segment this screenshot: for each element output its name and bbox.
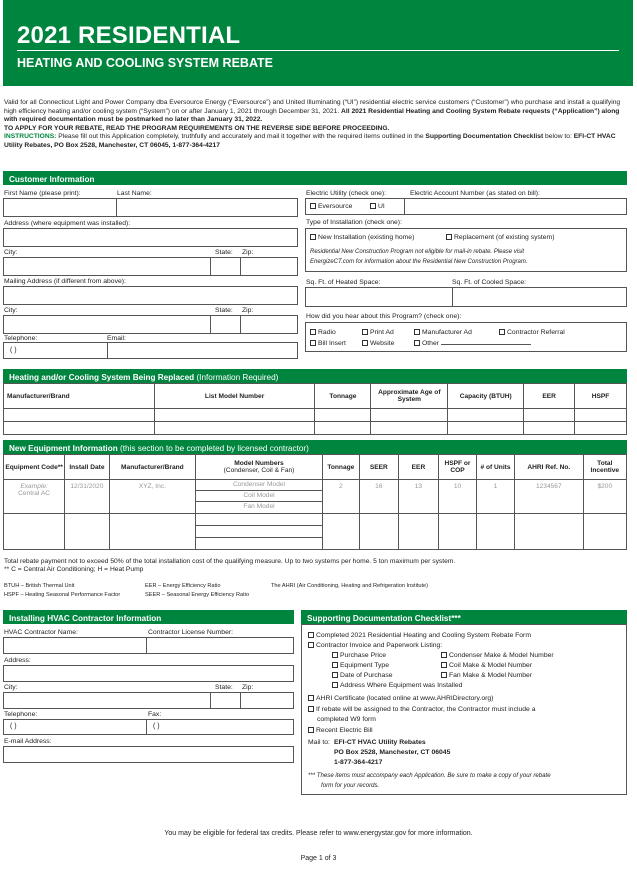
contractor-email-field[interactable]	[3, 746, 294, 763]
checkbox-icon	[362, 340, 368, 346]
new-equipment-section-header	[3, 440, 627, 454]
example-ahri: 1234567	[515, 480, 584, 514]
col-ahri: AHRI Ref. No.	[515, 455, 584, 480]
checkbox-icon	[308, 727, 314, 733]
hear-contractor-label: Contractor Referral	[507, 329, 565, 336]
license-field[interactable]	[146, 637, 294, 654]
mail-line-3: 1-877-364-4217	[334, 759, 383, 766]
col-new-tonnage: Tonnage	[322, 455, 359, 480]
utility-label: Electric Utility (check one):	[306, 190, 387, 197]
new-equipment-table	[3, 454, 627, 550]
intro-deadline: All 2021 Residential Heating and Cooling System Rebate requests (“Application”) along with required documentation must be postmarked no later than January 31, 2022.	[4, 107, 620, 124]
contractor-city-label: City:	[4, 684, 18, 691]
checklist-box	[301, 624, 627, 795]
replaced-section-header	[3, 369, 627, 383]
zip-label: Zip:	[242, 249, 254, 256]
col-new-eer: EER	[398, 455, 438, 480]
model-numbers-title: Model Numbers	[234, 460, 284, 467]
checkbox-icon	[310, 329, 316, 335]
other-underline[interactable]	[441, 344, 531, 345]
first-name-field[interactable]	[3, 198, 117, 217]
ahri-label: AHRI Certificate (located online at www.AHRIDirectory.org)	[316, 695, 494, 702]
bill-label: Recent Electric Bill	[316, 727, 373, 734]
checkbox-icon	[441, 662, 447, 668]
col-install-date: Install Date	[65, 455, 109, 480]
checkbox-icon	[414, 340, 420, 346]
new-equipment-note: (this section to be completed by licensed contractor)	[120, 444, 309, 453]
checkbox-icon	[414, 329, 420, 335]
intro-instructions: Please fill out this Application completely, truthfully and accurately and mail it together with the required items outlined in the	[58, 133, 424, 141]
sqft-cooled-label: Sq. Ft. of Cooled Space:	[452, 279, 527, 286]
account-field[interactable]	[404, 198, 627, 215]
checklist-note-1: *** These items must accompany each Application. Be sure to make a copy of your rebate	[308, 772, 551, 779]
contractor-fax-label: Fax:	[148, 711, 162, 718]
abbr-seer: SEER – Seasonal Energy Efficiency Ratio	[145, 592, 250, 598]
install-new-option[interactable]	[310, 234, 414, 241]
checklist-form[interactable]	[308, 632, 531, 639]
city-field[interactable]	[3, 257, 211, 276]
example-eer: 13	[398, 480, 438, 514]
checkbox-icon	[310, 234, 316, 240]
hear-radio-label: Radio	[318, 329, 336, 336]
fan-label: Fan Make & Model Number	[449, 672, 533, 679]
account-label: Electric Account Number (as stated on bill):	[410, 190, 540, 197]
col-brand: Manufacturer/Brand	[109, 455, 196, 480]
col-total: Total Incentive	[583, 455, 626, 480]
intro-instructions-label: INSTRUCTIONS:	[4, 133, 57, 141]
checkbox-icon	[332, 662, 338, 668]
email-label: Email:	[107, 335, 126, 342]
hear-bill-option[interactable]	[310, 340, 346, 347]
col-units: # of Units	[477, 455, 515, 480]
col-seer: SEER	[359, 455, 398, 480]
example-units: 1	[477, 480, 515, 514]
checkbox-icon	[308, 632, 314, 638]
address-installed-label: Address Where Equipment was Installed	[340, 682, 463, 689]
hear-print-label: Print Ad	[370, 329, 394, 336]
page-subtitle: HEATING AND COOLING SYSTEM REBATE	[17, 56, 274, 70]
checkbox-icon	[332, 652, 338, 658]
contractor-zip-label: Zip:	[242, 684, 254, 691]
date-purchase-label: Date of Purchase	[340, 672, 393, 679]
checklist-ahri[interactable]	[308, 695, 493, 702]
col-equipment-code: Equipment Code**	[4, 455, 65, 480]
checklist-condenser[interactable]	[441, 652, 554, 659]
intro-below: below to:	[545, 133, 572, 141]
checklist-w9[interactable]	[308, 706, 536, 713]
equipment-type-label: Equipment Type	[340, 662, 389, 669]
hear-other-label: Other	[422, 340, 439, 347]
contractor-fax-field[interactable]: ( )	[146, 719, 294, 735]
install-note-2: EnergizeCT.com for information about the Residential New Construction Program.	[310, 259, 528, 265]
last-name-label: Last Name:	[117, 190, 152, 197]
checkbox-icon	[441, 652, 447, 658]
header-banner	[3, 0, 633, 86]
contractor-name-label: HVAC Contractor Name:	[4, 629, 78, 636]
hear-print-option[interactable]	[362, 329, 394, 336]
zip2-field[interactable]	[240, 315, 298, 334]
example-row	[4, 480, 627, 514]
checkbox-icon	[310, 340, 316, 346]
checklist-fan[interactable]	[441, 672, 532, 679]
col-capacity: Capacity (BTUH)	[448, 384, 524, 409]
state2-label: State:	[215, 307, 233, 314]
checklist-date-purchase[interactable]	[332, 672, 393, 679]
hear-manufacturer-option[interactable]	[414, 329, 472, 336]
example-code: Example:	[20, 483, 48, 490]
contractor-name-field[interactable]	[3, 637, 147, 654]
state-field[interactable]	[210, 257, 241, 276]
replaced-table	[3, 383, 627, 435]
city2-label: City:	[4, 307, 18, 314]
checkbox-icon	[308, 642, 314, 648]
sqft-heated-label: Sq. Ft. of Heated Space:	[306, 279, 381, 286]
abbr-ahri: The AHRI (Air Conditioning, Heating and Refrigeration Institute)	[271, 583, 429, 589]
city2-field[interactable]	[3, 315, 211, 334]
mail-line-2: PO Box 2528, Manchester, CT 06045	[334, 749, 451, 756]
col-hspf-cop: HSPF or COP	[439, 455, 477, 480]
checklist-bill[interactable]	[308, 727, 373, 734]
checklist-purchase-price[interactable]	[332, 652, 386, 659]
intro-address: EFI-CT HVAC Utility Rebates, PO Box 2528, Manchester, CT 06045, 1-877-364-4217	[4, 133, 616, 149]
checkbox-icon	[446, 234, 452, 240]
sqft-cooled-field[interactable]	[452, 287, 627, 307]
model-numbers-sub: (Condenser, Coil & Fan)	[223, 467, 295, 474]
eversource-label: Eversource	[318, 203, 353, 210]
mailing-field[interactable]	[3, 286, 298, 305]
example-seer: 16	[359, 480, 398, 514]
license-label: Contractor License Number:	[148, 629, 233, 636]
col-age: Approximate Age of System	[371, 384, 448, 409]
checklist-equipment-type[interactable]	[332, 662, 389, 669]
col-model: List Model Number	[154, 384, 315, 409]
col-hspf: HSPF	[575, 384, 627, 409]
checklist-address-installed[interactable]	[332, 682, 462, 689]
example-date: 12/31/2020	[65, 480, 109, 514]
col-model-numbers	[196, 455, 323, 480]
checklist-note-2: form for your records.	[321, 782, 380, 789]
checkbox-icon	[362, 329, 368, 335]
contractor-zip-field[interactable]	[240, 692, 294, 709]
install-replacement-option[interactable]	[446, 234, 554, 241]
hear-website-label: Website	[370, 340, 395, 347]
table-row[interactable]	[4, 422, 627, 435]
checkbox-icon	[310, 203, 316, 209]
telephone-label: Telephone:	[4, 335, 38, 342]
hear-options	[305, 322, 627, 352]
table-row[interactable]	[4, 514, 627, 550]
checkbox-icon	[332, 672, 338, 678]
contractor-city-field[interactable]	[3, 692, 211, 709]
utility-eversource-option[interactable]	[310, 203, 352, 210]
install-note-1: Residential New Construction Program not eligible for mail-in rebate. Please visit	[310, 249, 525, 255]
example-fan: Fan Model	[243, 503, 275, 510]
w9-label-2: completed W9 form	[317, 716, 376, 723]
install-type-label: Type of Installation (check one):	[306, 219, 402, 226]
hear-radio-option[interactable]	[310, 329, 336, 336]
city-label: City:	[4, 249, 18, 256]
contractor-state-label: State:	[215, 684, 233, 691]
col-eer: EER	[524, 384, 575, 409]
email-field[interactable]	[107, 342, 298, 359]
abbr-hspf: HSPF – Heating Seasonal Performance Factor	[4, 592, 121, 598]
state2-field[interactable]	[210, 315, 241, 334]
example-condenser: Condenser Model	[196, 480, 322, 491]
zip2-label: Zip:	[242, 307, 254, 314]
example-tonnage: 2	[322, 480, 359, 514]
col-manufacturer: Manufacturer/Brand	[4, 384, 155, 409]
intro-text	[4, 99, 628, 151]
install-type-box	[305, 228, 627, 272]
intro-apply: TO APPLY FOR YOUR REBATE, READ THE PROGRAM REQUIREMENTS ON THE REVERSE SIDE BEFORE PROCEEDING.	[4, 124, 390, 132]
hear-other-option[interactable]	[414, 340, 531, 347]
example-code2: Central AC	[18, 490, 51, 497]
table-row[interactable]	[4, 409, 627, 422]
checklist-invoice[interactable]	[308, 642, 442, 649]
page-number: Page 1 of 3	[300, 855, 337, 862]
state-label: State:	[215, 249, 233, 256]
replaced-note: (Information Required)	[196, 373, 279, 382]
sqft-heated-field[interactable]	[305, 287, 453, 307]
w9-label: If rebate will be assigned to the Contractor, the Contractor must include a	[316, 706, 536, 713]
intro-p1: Valid for all Connecticut Light and Power Company dba Eversource Energy (“Eversource”) and United Illuminating (“UI”) residential electric service customers (“Customer”) who purchase and install a qualifying high efficiency heating and/or cooling system (“System”) on or after January 1, 2021 through December 31, 2021.	[4, 99, 621, 115]
address-field[interactable]	[3, 228, 298, 247]
header-rule	[17, 50, 619, 51]
example-incentive: $200	[583, 480, 626, 514]
hear-bill-label: Bill Insert	[318, 340, 346, 347]
checkbox-icon	[499, 329, 505, 335]
contractor-address-field[interactable]	[3, 665, 294, 682]
last-name-field[interactable]	[116, 198, 298, 217]
address-label: Address (where equipment was installed):	[4, 220, 131, 227]
utility-ui-option[interactable]	[370, 203, 385, 210]
checkbox-icon	[308, 706, 314, 712]
contractor-email-label: E-mail Address:	[4, 738, 52, 745]
checkbox-icon	[308, 695, 314, 701]
mailing-label: Mailing Address (if different from above):	[4, 278, 126, 285]
replaced-title: Heating and/or Cooling System Being Replaced	[9, 373, 195, 382]
hear-manufacturer-label: Manufacturer Ad	[422, 329, 472, 336]
condenser-label: Condenser Make & Model Number	[449, 652, 554, 659]
utility-options	[305, 198, 405, 215]
new-equipment-title: New Equipment Information	[9, 444, 118, 453]
contractor-telephone-field[interactable]: ( )	[3, 719, 147, 735]
checklist-form-label: Completed 2021 Residential Heating and Cooling System Rebate Form	[316, 632, 531, 639]
checkbox-icon	[370, 203, 376, 209]
mail-to-label: Mail to:	[308, 739, 330, 746]
mail-line-1: EFI-CT HVAC Utility Rebates	[334, 739, 426, 746]
page-title: 2021 RESIDENTIAL	[17, 22, 241, 49]
hear-website-option[interactable]	[362, 340, 394, 347]
intro-checklist-ref: Supporting Documentation Checklist	[425, 133, 544, 141]
hear-contractor-option[interactable]	[499, 329, 565, 336]
checkbox-icon	[332, 682, 338, 688]
contractor-state-field[interactable]	[210, 692, 241, 709]
checkbox-icon	[441, 672, 447, 678]
contractor-address-label: Address:	[4, 657, 31, 664]
col-tonnage: Tonnage	[315, 384, 371, 409]
hear-label: How did you hear about this Program? (check one):	[306, 313, 462, 320]
contractor-telephone-label: Telephone:	[4, 711, 38, 718]
checklist-section-header: Supporting Documentation Checklist***	[301, 610, 627, 624]
equipment-code-note: ** C = Central Air Conditioning; H = Heat Pump	[4, 566, 144, 573]
example-coil: Coil Model	[196, 491, 322, 502]
zip-field[interactable]	[240, 257, 298, 276]
example-hspf: 10	[439, 480, 477, 514]
install-new-label: New Installation (existing home)	[318, 234, 415, 241]
purchase-price-label: Purchase Price	[340, 652, 387, 659]
example-brand: XYZ, Inc.	[109, 480, 196, 514]
tax-credit-note: You may be eligible for federal tax credits. Please refer to www.energystar.gov for more information.	[164, 830, 473, 837]
first-name-label: First Name (please print):	[4, 190, 81, 197]
coil-label: Coil Make & Model Number	[449, 662, 533, 669]
abbr-eer: EER – Energy Efficiency Ratio	[145, 583, 221, 589]
contractor-section-header: Installing HVAC Contractor Information	[3, 610, 294, 624]
telephone-field[interactable]: ( )	[3, 342, 108, 359]
ui-label: UI	[378, 203, 385, 210]
customer-section-header: Customer Information	[3, 171, 627, 185]
install-replacement-label: Replacement (of existing system)	[454, 234, 555, 241]
checklist-coil[interactable]	[441, 662, 532, 669]
checklist-invoice-label: Contractor Invoice and Paperwork Listing:	[316, 642, 443, 649]
rebate-note: Total rebate payment not to exceed 50% of the total installation cost of the qualifying measure. Up to two systems per home. 5 ton maximum per system.	[4, 558, 456, 565]
abbr-btuh: BTUH – British Thermal Unit	[4, 583, 75, 589]
